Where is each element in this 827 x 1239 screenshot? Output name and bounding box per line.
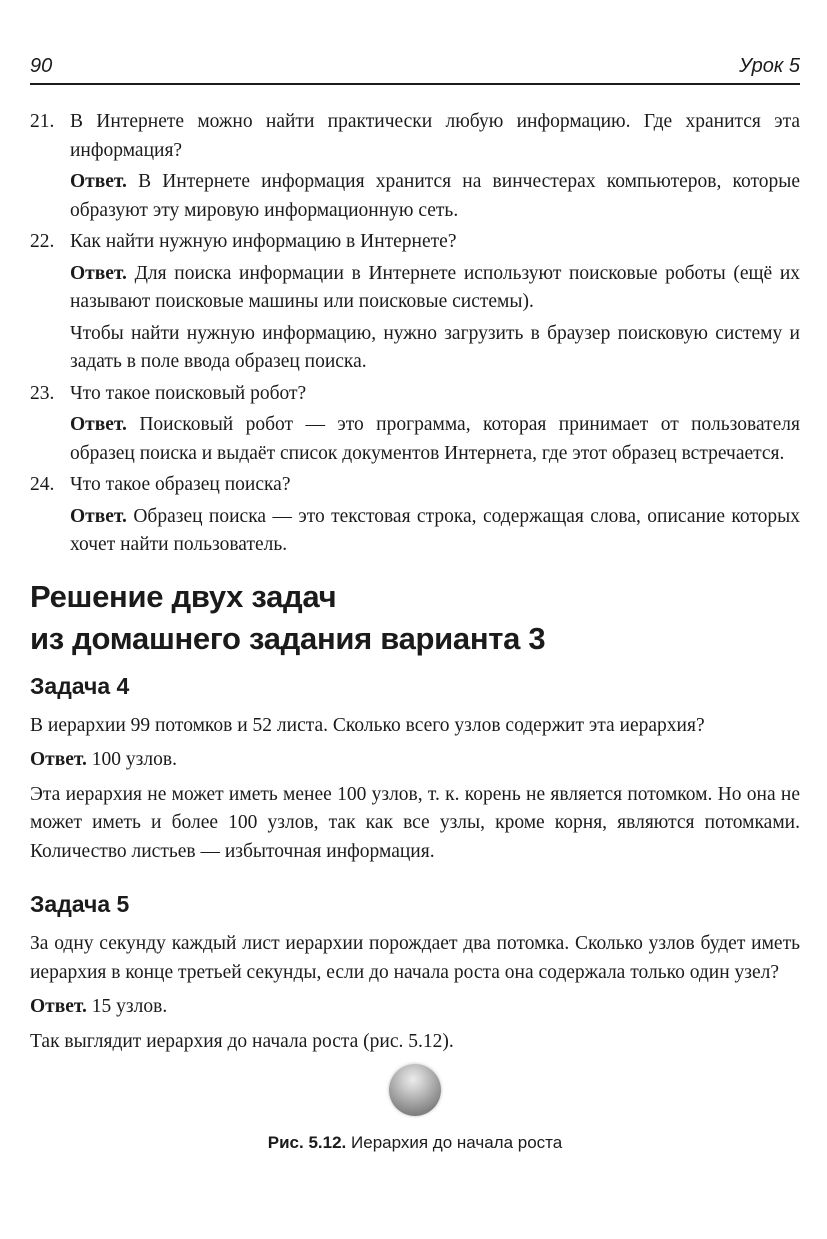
answer-text: Для поиска информации в Интернете используют поисковые роботы (ещё их называют поисковые машины или поисковые системы). [70, 262, 801, 312]
qa-body [70, 471, 800, 560]
section-title-line1: Решение двух задач [30, 578, 337, 614]
task-answer [30, 746, 800, 775]
answer-continuation: Чтобы найти нужную информацию, нужно загрузить в браузер поисковую систему и задать в поле ввода образец поиска. [70, 322, 800, 372]
qa-body [70, 108, 800, 225]
answer-text: Поисковый робот — это программа, которая принимает от пользователя образец поиска и выдаёт список документов Интернета, где этот образец встречается. [70, 414, 800, 464]
qa-question: Что такое поисковый робот? [70, 382, 307, 404]
answer-paragraph [70, 168, 800, 225]
figure-5-12 [30, 1064, 800, 1153]
task-question: За одну секунду каждый лист иерархии порождает два потомка. Сколько узлов будет иметь иерархия в конце третьей секунды, если до начала роста она содержала только один узел? [30, 933, 800, 983]
qa-item-24 [30, 471, 800, 560]
answer-paragraph [70, 411, 800, 468]
page-number: 90 [30, 55, 53, 77]
figure-caption [30, 1133, 800, 1153]
lesson-label: Урок 5 [739, 55, 800, 77]
answer-label: Ответ. [70, 262, 127, 284]
qa-number: 22. [30, 231, 55, 252]
qa-list [30, 108, 800, 560]
section-title [30, 576, 800, 660]
answer-label: Ответ. [70, 505, 127, 527]
task-4-heading: Задача 4 [30, 672, 130, 699]
qa-number: 24. [30, 474, 55, 495]
task-question: В иерархии 99 потомков и 52 листа. Сколько всего узлов содержит эта иерархия? [30, 714, 705, 736]
answer-text: В Интернете информация хранится на винчестерах компьютеров, которые образуют эту мировую информационную сеть. [70, 171, 800, 221]
qa-item-22 [30, 228, 800, 377]
task-5-heading: Задача 5 [30, 891, 130, 917]
qa-question: Что такое образец поиска? [70, 474, 291, 495]
running-header [30, 0, 800, 85]
task-answer [30, 993, 800, 1022]
qa-question: Как найти нужную информацию в Интернете? [70, 231, 457, 252]
answer-text: 15 узлов. [91, 996, 168, 1017]
answer-label: Ответ. [30, 749, 87, 770]
qa-number: 21. [30, 111, 55, 132]
answer-paragraph [70, 260, 800, 317]
answer-paragraph [70, 503, 800, 560]
task-explanation: Эта иерархия не может иметь менее 100 узлов, т. к. корень не является потомком. Но она не может иметь и более 100 узлов, так как все узлы, кроме корня, являются потомками. Количество листьев — избыточная информация. [30, 783, 800, 862]
figure-caption-text: Иерархия до начала роста [351, 1133, 563, 1152]
task-4 [30, 672, 800, 867]
figure-caption-label: Рис. 5.12. [267, 1133, 347, 1152]
qa-body [70, 380, 800, 469]
task-5 [30, 890, 800, 1056]
qa-body [70, 228, 800, 377]
answer-text: 100 узлов. [91, 749, 177, 770]
answer-label: Ответ. [70, 171, 127, 192]
qa-number: 23. [30, 382, 55, 404]
qa-item-23 [30, 380, 800, 469]
answer-text: Образец поиска — это текстовая строка, содержащая слова, описание которых хочет найти пользователь. [70, 505, 800, 555]
task-note: Так выглядит иерархия до начала роста (рис. 5.12). [30, 1030, 454, 1052]
answer-label: Ответ. [70, 414, 127, 435]
answer-label: Ответ. [30, 996, 87, 1017]
qa-item-21 [30, 108, 800, 225]
qa-question: В Интернете можно найти практически любую информацию. Где хранится эта информация? [70, 111, 800, 161]
hierarchy-root-node-image [389, 1064, 441, 1116]
section-title-line2: из домашнего задания варианта 3 [30, 620, 546, 656]
